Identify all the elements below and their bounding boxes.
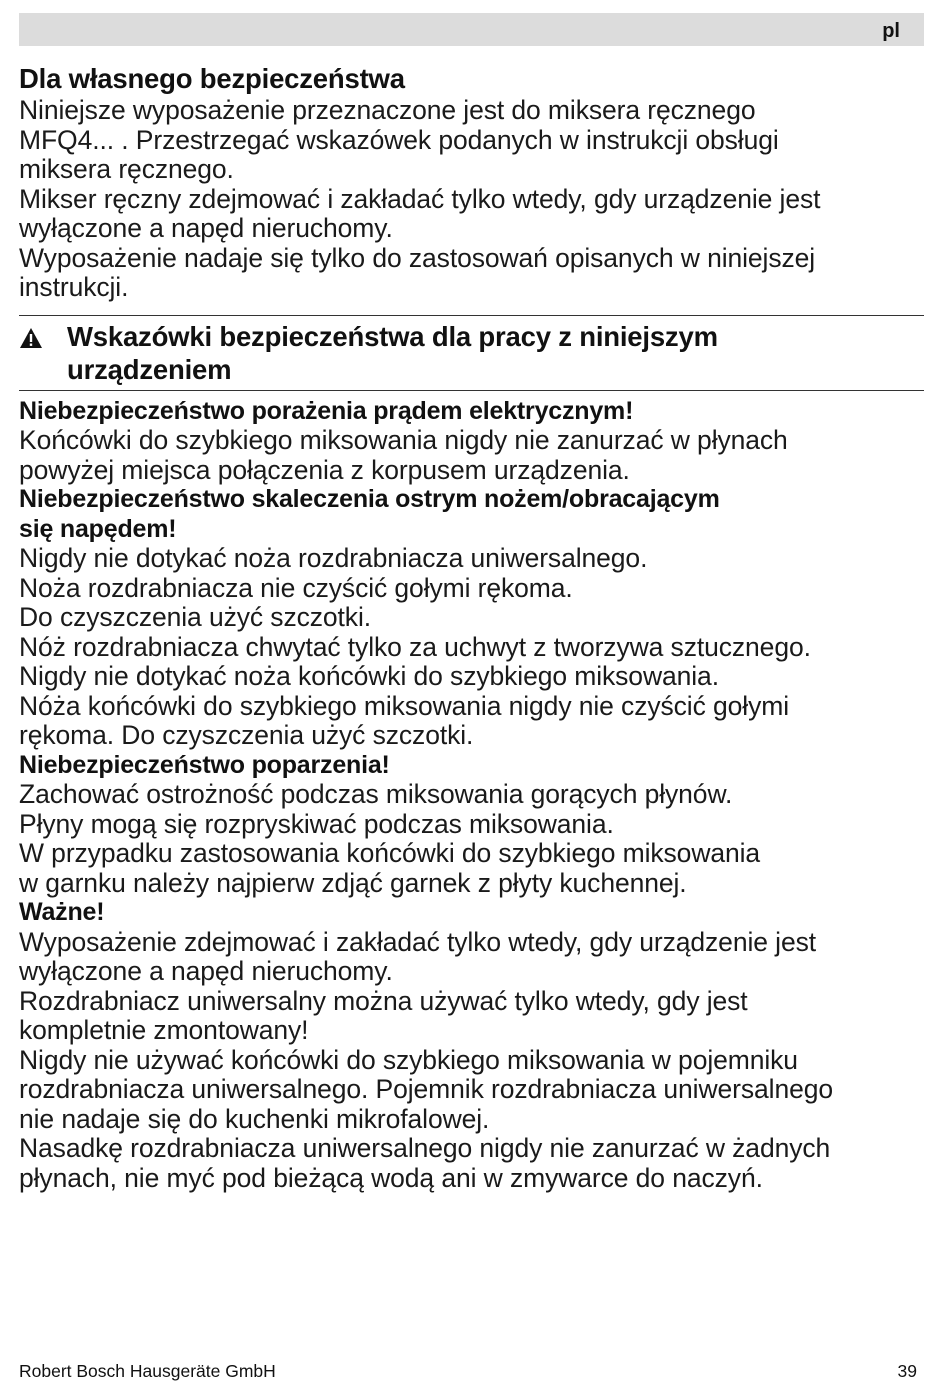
text-line: MFQ4... . Przestrzegać wskazówek podanych w instrukcji obsługi (19, 124, 779, 155)
text-line: Nigdy nie dotykać noża końcówki do szybkiego miksowania. (19, 661, 719, 691)
section-intro (19, 96, 924, 303)
text-line: Wyposażenie zdejmować i zakładać tylko wtedy, gdy urządzenie jest (19, 926, 816, 957)
text-line: nie nadaje się do kuchenki mikrofalowej. (19, 1103, 490, 1134)
warning-title-line: urządzeniem (67, 353, 232, 385)
text-line: płynach, nie myć pod bieżącą wodą ani w zmywarce do naczyń. (19, 1162, 763, 1193)
hazard-heading: się napędem! (19, 514, 177, 543)
language-label: pl (882, 20, 900, 42)
warning-title-line: Wskazówki bezpieczeństwa dla pracy z niniejszym (67, 320, 718, 352)
section-title-safety: Dla własnego bezpieczeństwa (19, 63, 405, 94)
text-line: rozdrabniacza uniwersalnego. Pojemnik rozdrabniacza uniwersalnego (19, 1074, 833, 1104)
footer-company: Robert Bosch Hausgeräte GmbH (19, 1361, 276, 1381)
page-content (19, 62, 924, 1193)
text-line: Do czyszczenia użyć szczotki. (19, 602, 372, 632)
text-line: Nasadkę rozdrabniacza uniwersalnego nigdy nie zanurzać w żadnych (19, 1133, 831, 1163)
text-line: Nigdy nie używać końcówki do szybkiego miksowania w pojemniku (19, 1044, 798, 1075)
divider-bottom (19, 390, 924, 391)
text-line: Płyny mogą się rozpryskiwać podczas miksowania. (19, 808, 614, 839)
text-line: wyłączone a napęd nieruchomy. (19, 956, 393, 986)
text-line: Zachować ostrożność podczas miksowania gorących płynów. (19, 779, 733, 809)
text-line: powyżej miejsca połączenia z korpusem urządzenia. (19, 454, 630, 485)
hazard-heading: Niebezpieczeństwo skaleczenia ostrym nożem/obracającym (19, 485, 720, 513)
text-line: Niniejsze wyposażenie przeznaczone jest do miksera ręcznego (19, 95, 756, 125)
hazard-heading: Ważne! (19, 898, 105, 926)
text-line: wyłączone a napęd nieruchomy. (19, 213, 393, 243)
text-line: rękoma. Do czyszczenia użyć szczotki. (19, 720, 474, 750)
text-line: Nóż rozdrabniacza chwytać tylko za uchwyt z tworzywa sztucznego. (19, 631, 811, 662)
warning-heading (19, 316, 924, 390)
text-line: Rozdrabniacz uniwersalny można używać tylko wtedy, gdy jest (19, 985, 748, 1016)
text-line: Noża rozdrabniacza nie czyścić gołymi rękoma. (19, 572, 573, 603)
hazard-heading: Niebezpieczeństwo poparzenia! (19, 750, 390, 779)
language-bar (19, 13, 924, 46)
text-line: w garnku należy najpierw zdjąć garnek z płyty kuchennej. (19, 867, 687, 898)
text-line: miksera ręcznego. (19, 154, 234, 184)
page-number: 39 (897, 1361, 917, 1381)
text-line: Końcówki do szybkiego miksowania nigdy nie zanurzać w płynach (19, 425, 788, 455)
safety-instructions (19, 397, 924, 1194)
text-line: Wyposażenie nadaje się tylko do zastosowań opisanych w niniejszej (19, 242, 816, 273)
text-line: Nigdy nie dotykać noża rozdrabniacza uniwersalnego. (19, 543, 648, 573)
warning-triangle-icon (19, 320, 67, 354)
text-line: kompletnie zmontowany! (19, 1015, 309, 1045)
text-line: Nóża końcówki do szybkiego miksowania nigdy nie czyścić gołymi (19, 690, 789, 721)
text-line: W przypadku zastosowania końcówki do szybkiego miksowania (19, 838, 761, 868)
text-line: instrukcji. (19, 272, 129, 302)
hazard-heading: Niebezpieczeństwo porażenia prądem elektrycznym! (19, 396, 634, 425)
text-line: Mikser ręczny zdejmować i zakładać tylko wtedy, gdy urządzenie jest (19, 183, 821, 214)
